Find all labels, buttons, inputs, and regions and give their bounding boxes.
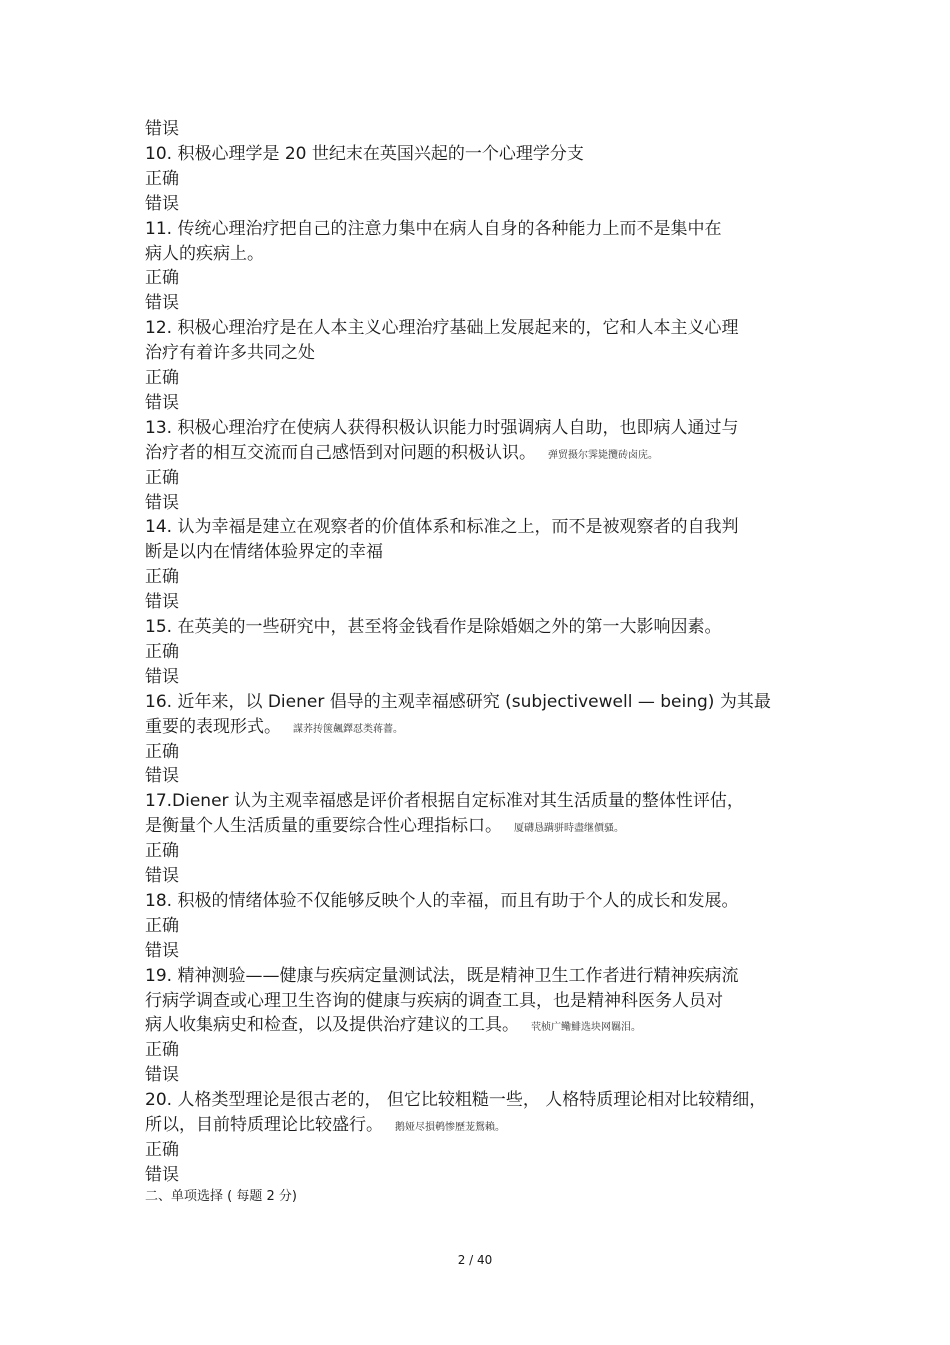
text-line (145, 316, 738, 340)
line-text: 错误 (145, 393, 179, 413)
text-line (145, 366, 179, 390)
text-line (145, 789, 744, 813)
line-text: 正确 (145, 841, 179, 861)
text-line (145, 242, 264, 266)
text-line (145, 914, 179, 938)
line-text: 所以，目前特质理论比较盛行。 (145, 1115, 383, 1135)
text-line (145, 167, 179, 191)
line-text: 错误 (145, 766, 179, 786)
text-line (145, 764, 179, 788)
line-text: 错误 (145, 293, 179, 313)
line-text: 正确 (145, 468, 179, 488)
line-text: 正确 (145, 642, 179, 662)
text-line (145, 540, 383, 564)
inline-note: 謀荞抟箧飆鐸怼类蒋薔。 (293, 724, 403, 735)
line-text: 错误 (145, 667, 179, 687)
line-text: 19. 精神测验——健康与疾病定量测试法，既是精神卫生工作者进行精神疾病流 (145, 966, 739, 986)
line-text: 错误 (145, 866, 179, 886)
inline-note: 茕桢广鳓鯡选块网羈泪。 (531, 1022, 641, 1033)
line-text: 正确 (145, 742, 179, 762)
line-text: 错误 (145, 1065, 179, 1085)
text-line (145, 839, 179, 863)
text-line (145, 615, 721, 639)
line-text: 正确 (145, 268, 179, 288)
page-number: 2 / 40 (457, 1253, 493, 1267)
text-line (145, 217, 721, 241)
line-text: 正确 (145, 567, 179, 587)
text-line (145, 491, 179, 515)
line-text: 错误 (145, 941, 179, 961)
text-line (145, 515, 738, 539)
inline-note: 弹贸摄尔霁毙攬砖卤庑。 (548, 450, 658, 461)
text-line (145, 192, 179, 216)
text-line (145, 864, 179, 888)
line-text: 14. 认为幸福是建立在观察者的价值体系和标准之上，而不是被观察者的自我判 (145, 517, 739, 537)
line-text: 治疗者的相互交流而自己感悟到对问题的积极认识。 (145, 443, 536, 463)
text-line (145, 715, 403, 739)
text-line (145, 1013, 641, 1037)
line-text: 错误 (145, 119, 179, 139)
text-line (145, 391, 179, 415)
text-line (145, 690, 771, 714)
line-text: 18. 积极的情绪体验不仅能够反映个人的幸福，而且有助于个人的成长和发展。 (145, 891, 739, 911)
inline-note: 厦礴恳蹒骈時盡继價骚。 (514, 823, 624, 834)
line-text: 正确 (145, 1040, 179, 1060)
text-line (145, 291, 179, 315)
text-line (145, 341, 315, 365)
line-text: 13. 积极心理治疗在使病人获得积极认识能力时强调病人自助，也即病人通过与 (145, 418, 739, 438)
line-text: 正确 (145, 169, 179, 189)
line-text: 断是以内在情绪体验界定的幸福 (145, 542, 383, 562)
line-text: 治疗有着许多共同之处 (145, 343, 315, 363)
line-text: 16. 近年来，以 Diener 倡导的主观幸福感研究 (subjectivewell — being) 为其最 (145, 692, 771, 712)
line-text: 错误 (145, 592, 179, 612)
text-line (145, 1113, 505, 1137)
line-text: 11. 传统心理治疗把自己的注意力集中在病人自身的各种能力上而不是集中在 (145, 219, 722, 239)
line-text: 重要的表现形式。 (145, 717, 281, 737)
text-line (145, 814, 624, 838)
line-text: 病人的疾病上。 (145, 244, 264, 264)
text-line (145, 939, 179, 963)
text-line (145, 964, 738, 988)
text-line (145, 1088, 766, 1112)
line-text: 20. 人格类型理论是很古老的， 但它比较粗糙一些， 人格特质理论相对比较精细， (145, 1090, 767, 1110)
line-text: 错误 (145, 1165, 179, 1185)
text-line (145, 590, 179, 614)
line-text: 行病学调查或心理卫生咨询的健康与疾病的调查工具，也是精神科医务人员对 (145, 991, 723, 1011)
line-text: 17.Diener 认为主观幸福感是评价者根据自定标准对其生活质量的整体性评估， (145, 791, 744, 811)
line-text: 错误 (145, 493, 179, 513)
text-line (145, 989, 723, 1013)
line-text: 正确 (145, 916, 179, 936)
text-line (145, 565, 179, 589)
text-line (145, 117, 179, 141)
text-line (145, 1138, 179, 1162)
text-line (145, 142, 584, 166)
line-text: 12. 积极心理治疗是在人本主义心理治疗基础上发展起来的，它和人本主义心理 (145, 318, 739, 338)
line-text: 正确 (145, 1140, 179, 1160)
inline-note: 鹅娅尽損鹌惨歷茏鴛賴。 (395, 1122, 505, 1133)
line-text: 10. 积极心理学是 20 世纪末在英国兴起的一个心理学分支 (145, 144, 584, 164)
text-line (145, 665, 179, 689)
text-line (145, 889, 738, 913)
text-line (145, 1063, 179, 1087)
line-text: 正确 (145, 368, 179, 388)
text-line (145, 1163, 179, 1187)
text-line (145, 1038, 179, 1062)
line-text: 15. 在英美的一些研究中，甚至将金钱看作是除婚姻之外的第一大影响因素。 (145, 617, 722, 637)
text-line (145, 441, 658, 465)
line-text: 错误 (145, 194, 179, 214)
line-text: 是衡量个人生活质量的重要综合性心理指标口。 (145, 816, 502, 836)
section-heading: 二、单项选择 ( 每题 2 分) (145, 1189, 297, 1204)
text-line (145, 266, 179, 290)
text-line (145, 416, 738, 440)
line-text: 病人收集病史和检查，以及提供治疗建议的工具。 (145, 1015, 519, 1035)
text-line (145, 740, 179, 764)
text-line (145, 466, 179, 490)
text-line (145, 640, 179, 664)
